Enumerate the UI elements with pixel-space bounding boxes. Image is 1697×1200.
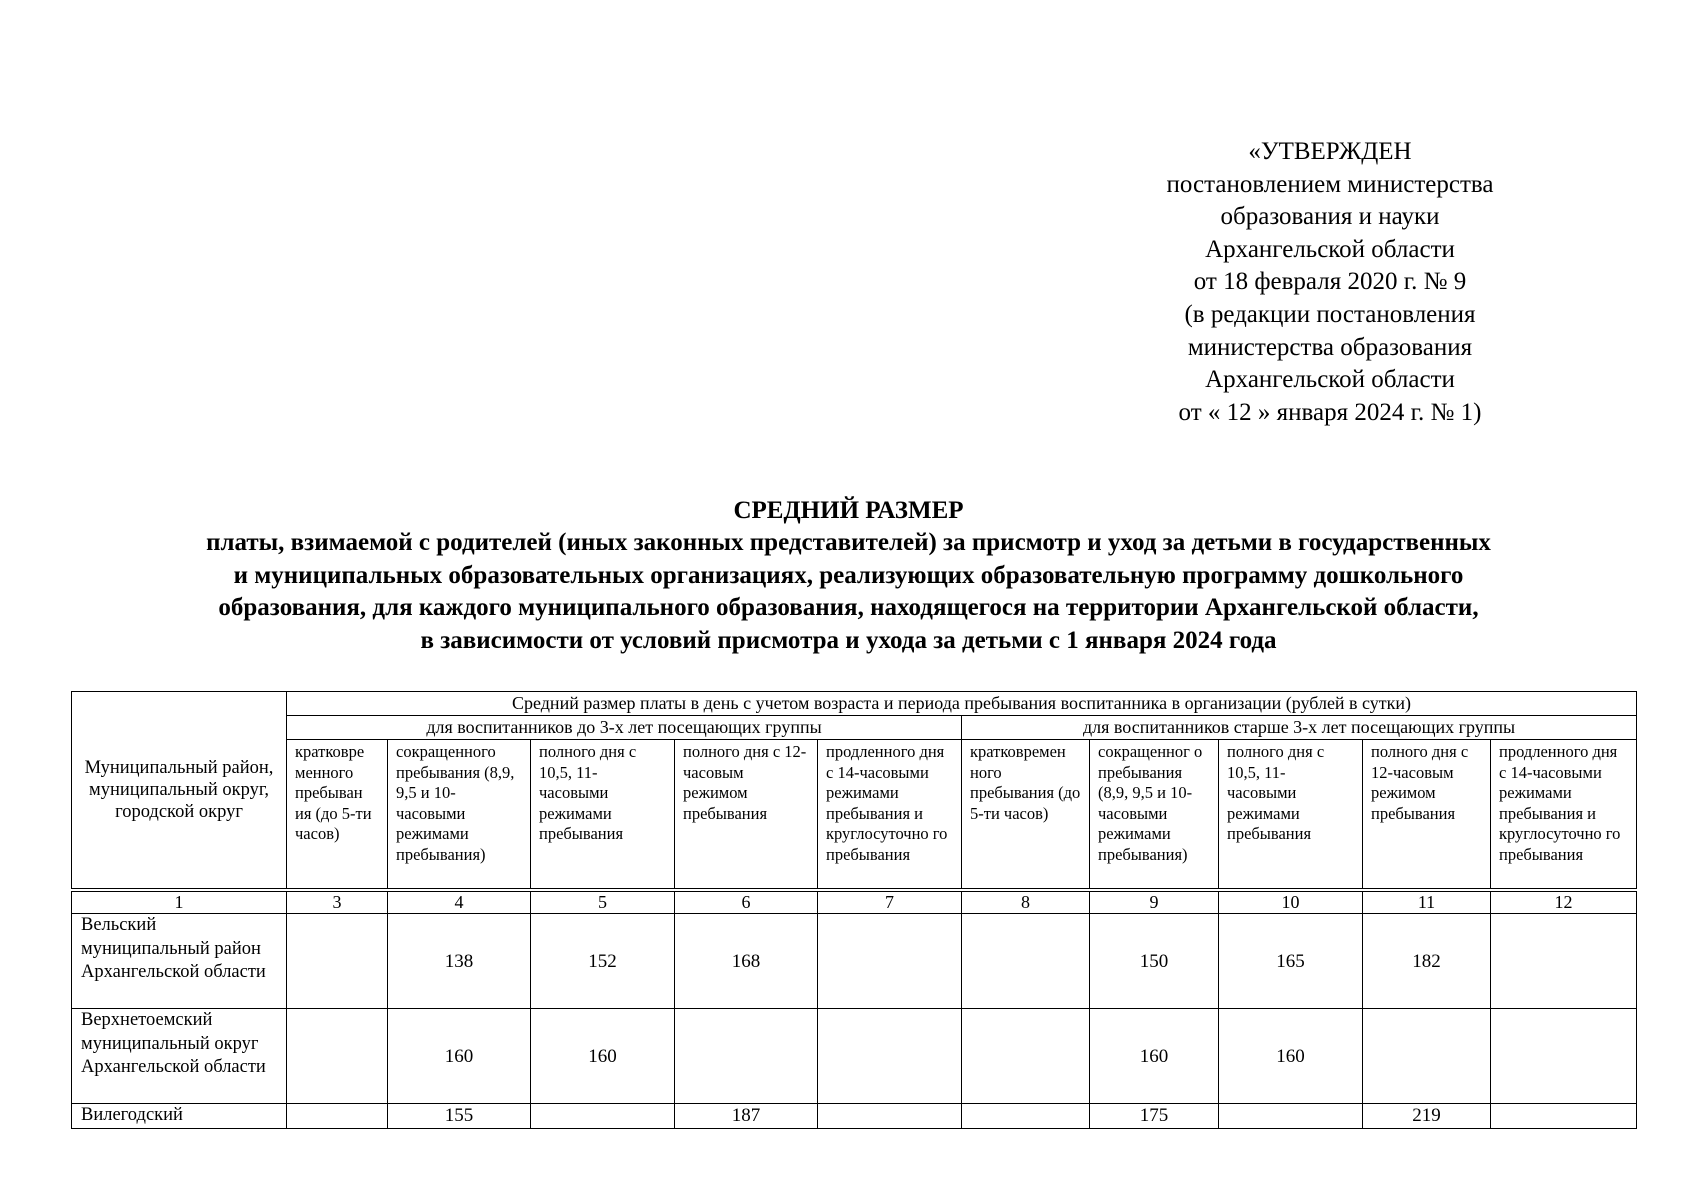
fee-value: [531, 1104, 675, 1129]
municipality-name: Вилегодский: [72, 1104, 287, 1129]
column-number: 12: [1491, 892, 1637, 914]
column-number: 11: [1363, 892, 1491, 914]
subheader-full-day-12-under-3: полного дня с 12-часовым режимом пребывания: [675, 740, 818, 889]
subheader-full-day-12-over-3: полного дня с 12-часовым режимом пребывания: [1363, 740, 1491, 889]
approval-line: постановлением министерства: [1166, 170, 1494, 198]
fees-table: [71, 691, 1637, 1129]
approval-line: Архангельской области: [1205, 366, 1455, 394]
subheader-reduced-stay-under-3: сокращенного пребывания (8,9, 9,5 и 10-часовыми режимами пребывания): [388, 740, 531, 889]
column-number: 6: [675, 892, 818, 914]
fee-value: 160: [1090, 1009, 1219, 1104]
approval-line: от « 12 » января 2024 г. № 1): [1178, 398, 1482, 426]
approval-line: образования и науки: [1220, 203, 1440, 231]
heading-line: образования, для каждого муниципального образования, находящегося на территории Архангельской области,: [218, 594, 1479, 622]
fee-value: 150: [1090, 914, 1219, 1009]
heading-line: платы, взимаемой с родителей (иных законных представителей) за присмотр и уход за детьми в государственных: [206, 529, 1491, 557]
fee-value: [818, 1009, 962, 1104]
fee-value: [287, 1104, 388, 1129]
fee-value: [1491, 1104, 1637, 1129]
subheader-extended-day-under-3: продленного дня с 14-часовыми режимами пребывания и круглосуточно го пребывания: [818, 740, 962, 889]
group-header-over-3: для воспитанников старше 3-х лет посещающих группы: [962, 716, 1637, 740]
heading-line: и муниципальных образовательных организациях, реализующих образовательную программу дошкольного: [233, 561, 1464, 589]
subheader-reduced-stay-over-3: сокращенног о пребывания (8,9, 9,5 и 10-часовыми режимами пребывания): [1090, 740, 1219, 889]
heading-line: в зависимости от условий присмотра и ухода за детьми с 1 января 2024 года: [420, 626, 1277, 654]
fee-value: [1491, 1009, 1637, 1104]
column-number: 7: [818, 892, 962, 914]
fee-value: [675, 1009, 818, 1104]
subheader-short-stay-under-3: кратковре менного пребыван ия (до 5-ти часов): [287, 740, 388, 889]
fee-value: 219: [1363, 1104, 1491, 1129]
table-row: [72, 1104, 1637, 1129]
document-title: СРЕДНИЙ РАЗМЕР: [733, 497, 964, 524]
fee-value: [287, 1009, 388, 1104]
subheader-short-stay-over-3: кратковремен ного пребывания (до 5-ти часов): [962, 740, 1090, 889]
fee-value: 175: [1090, 1104, 1219, 1129]
approval-stamp: [1080, 136, 1580, 429]
municipality-column-header: Муниципальный район, муниципальный округ, городской округ: [72, 692, 287, 889]
subheader-full-day-10-11-under-3: полного дня с 10,5, 11-часовыми режимами пребывания: [531, 740, 675, 889]
fee-value: [1219, 1104, 1363, 1129]
subheader-full-day-10-11-over-3: полного дня с 10,5, 11-часовыми режимами пребывания: [1219, 740, 1363, 889]
approval-line: Архангельской области: [1205, 235, 1455, 263]
column-number-row: [72, 892, 1637, 914]
fee-value: [962, 1009, 1090, 1104]
document-heading: [60, 495, 1637, 657]
table-row: [72, 914, 1637, 1009]
fee-value: 155: [388, 1104, 531, 1129]
fee-value: [1491, 914, 1637, 1009]
column-number: 10: [1219, 892, 1363, 914]
fee-value: 168: [675, 914, 818, 1009]
approval-line: министерства образования: [1187, 333, 1473, 361]
fee-value: [818, 1104, 962, 1129]
fee-value: 138: [388, 914, 531, 1009]
table-row: [72, 1009, 1637, 1104]
approval-line: от 18 февраля 2020 г. № 9: [1193, 268, 1467, 296]
approval-line: (в редакции постановления: [1184, 300, 1476, 328]
column-number: 5: [531, 892, 675, 914]
fee-value: 160: [1219, 1009, 1363, 1104]
fee-value: [818, 914, 962, 1009]
fee-value: 160: [388, 1009, 531, 1104]
fee-value: 152: [531, 914, 675, 1009]
municipality-name: Верхнетоемский муниципальный округ Архангельской области: [72, 1009, 287, 1104]
fee-value: 160: [531, 1009, 675, 1104]
subheader-extended-day-over-3: продленного дня с 14-часовыми режимами пребывания и круглосуточно го пребывания: [1491, 740, 1637, 889]
municipality-name: Вельский муниципальный район Архангельской области: [72, 914, 287, 1009]
column-number: 3: [287, 892, 388, 914]
group-header-under-3: для воспитанников до 3-х лет посещающих группы: [287, 716, 962, 740]
fee-value: [1363, 1009, 1491, 1104]
fee-main-header: Средний размер платы в день с учетом возраста и периода пребывания воспитанника в организации (рублей в сутки): [287, 692, 1637, 716]
fee-value: 182: [1363, 914, 1491, 1009]
fee-value: [962, 914, 1090, 1009]
column-number: 4: [388, 892, 531, 914]
fee-value: 187: [675, 1104, 818, 1129]
column-number: 8: [962, 892, 1090, 914]
column-number: 9: [1090, 892, 1219, 914]
fee-value: 165: [1219, 914, 1363, 1009]
fee-value: [287, 914, 388, 1009]
column-number: 1: [72, 892, 287, 914]
approval-line: «УТВЕРЖДЕН: [1248, 138, 1412, 165]
fee-value: [962, 1104, 1090, 1129]
